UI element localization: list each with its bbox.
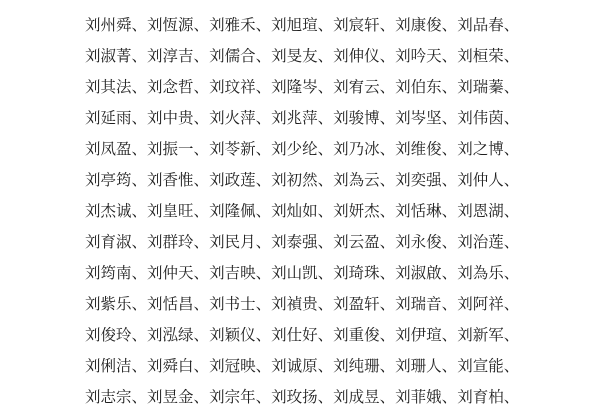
- name-item: [395, 134, 457, 165]
- name-item: [209, 72, 271, 103]
- name-item: [457, 227, 519, 258]
- name-item: [457, 320, 519, 351]
- name-row: [85, 351, 519, 382]
- name-item: [85, 72, 147, 103]
- enumeration-comma: 、: [131, 389, 148, 406]
- name-item: [333, 258, 395, 289]
- enumeration-comma: 、: [379, 358, 396, 375]
- enumeration-comma: 、: [255, 234, 272, 251]
- person-name: 刘恩湖: [457, 203, 504, 220]
- name-item: [457, 10, 519, 41]
- name-item: [333, 196, 395, 227]
- person-name: 刘玫扬: [271, 389, 318, 406]
- name-item: [395, 382, 457, 413]
- name-item: [271, 258, 333, 289]
- name-row: [85, 289, 519, 320]
- person-name: 刘少纶: [271, 141, 318, 158]
- person-name: 刘延雨: [85, 110, 132, 127]
- enumeration-comma: 、: [503, 141, 520, 158]
- enumeration-comma: 、: [255, 203, 272, 220]
- enumeration-comma: 、: [379, 203, 396, 220]
- enumeration-comma: 、: [379, 110, 396, 127]
- person-name: 刘兆萍: [271, 110, 318, 127]
- enumeration-comma: 、: [503, 17, 520, 34]
- person-name: 刘隆佩: [209, 203, 256, 220]
- person-name: 刘舜白: [147, 358, 194, 375]
- name-item: [271, 320, 333, 351]
- enumeration-comma: 、: [131, 234, 148, 251]
- name-item: [147, 72, 209, 103]
- name-item: [271, 134, 333, 165]
- enumeration-comma: 、: [193, 110, 210, 127]
- name-item: [333, 103, 395, 134]
- person-name: 刘州舜: [85, 17, 132, 34]
- enumeration-comma: 、: [441, 234, 458, 251]
- name-row: [85, 227, 519, 258]
- person-name: 刘育柏: [457, 389, 504, 406]
- person-name: 刘仕好: [271, 327, 318, 344]
- enumeration-comma: 、: [193, 203, 210, 220]
- enumeration-comma: 、: [255, 296, 272, 313]
- person-name: 刘骏博: [333, 110, 380, 127]
- name-item: [209, 227, 271, 258]
- name-item: [147, 134, 209, 165]
- enumeration-comma: 、: [503, 358, 520, 375]
- person-name: 刘泓绿: [147, 327, 194, 344]
- enumeration-comma: 、: [379, 296, 396, 313]
- name-row: [85, 165, 519, 196]
- name-item: [85, 382, 147, 413]
- enumeration-comma: 、: [317, 110, 334, 127]
- person-name: 刘珊人: [395, 358, 442, 375]
- name-item: [271, 351, 333, 382]
- enumeration-comma: 、: [317, 141, 334, 158]
- enumeration-comma: 、: [193, 172, 210, 189]
- enumeration-comma: 、: [441, 358, 458, 375]
- enumeration-comma: 、: [255, 79, 272, 96]
- enumeration-comma: 、: [193, 389, 210, 406]
- person-name: 刘桓荣: [457, 48, 504, 65]
- name-item: [395, 72, 457, 103]
- name-item: [395, 103, 457, 134]
- person-name: 刘阿祥: [457, 296, 504, 313]
- enumeration-comma: 、: [379, 172, 396, 189]
- name-item: [147, 320, 209, 351]
- name-item: [147, 103, 209, 134]
- name-item: [271, 10, 333, 41]
- enumeration-comma: 、: [131, 327, 148, 344]
- person-name: 刘淑菁: [85, 48, 132, 65]
- name-item: [147, 196, 209, 227]
- name-item: [457, 72, 519, 103]
- enumeration-comma: 、: [131, 141, 148, 158]
- person-name: 刘為乐: [457, 265, 504, 282]
- person-name: 刘瑞音: [395, 296, 442, 313]
- enumeration-comma: 、: [317, 17, 334, 34]
- enumeration-comma: 、: [441, 389, 458, 406]
- person-name: 刘宣能: [457, 358, 504, 375]
- name-item: [395, 196, 457, 227]
- name-row: [85, 134, 519, 165]
- name-item: [271, 382, 333, 413]
- person-name: 刘灿如: [271, 203, 318, 220]
- name-item: [209, 320, 271, 351]
- person-name: 刘泰强: [271, 234, 318, 251]
- person-name: 刘淳吉: [147, 48, 194, 65]
- enumeration-comma: 、: [193, 327, 210, 344]
- enumeration-comma: 、: [379, 234, 396, 251]
- name-item: [147, 382, 209, 413]
- person-name: 刘皇旺: [147, 203, 194, 220]
- person-name: 刘治莲: [457, 234, 504, 251]
- name-item: [457, 258, 519, 289]
- name-item: [209, 289, 271, 320]
- person-name: 刘仲天: [147, 265, 194, 282]
- enumeration-comma: 、: [441, 265, 458, 282]
- name-item: [209, 258, 271, 289]
- enumeration-comma: 、: [441, 17, 458, 34]
- enumeration-comma: 、: [317, 296, 334, 313]
- name-item: [395, 351, 457, 382]
- name-item: [209, 41, 271, 72]
- person-name: 刘育淑: [85, 234, 132, 251]
- enumeration-comma: 、: [193, 17, 210, 34]
- enumeration-comma: 、: [131, 110, 148, 127]
- enumeration-comma: 、: [255, 265, 272, 282]
- person-name: 刘伊瑄: [395, 327, 442, 344]
- enumeration-comma: 、: [255, 48, 272, 65]
- name-item: [147, 258, 209, 289]
- person-name: 刘乃冰: [333, 141, 380, 158]
- name-item: [333, 134, 395, 165]
- enumeration-comma: 、: [503, 389, 520, 406]
- enumeration-comma: 、: [317, 203, 334, 220]
- name-item: [333, 72, 395, 103]
- person-name: 刘振一: [147, 141, 194, 158]
- name-row: [85, 382, 519, 413]
- person-name: 刘群玲: [147, 234, 194, 251]
- person-name: 刘妍杰: [333, 203, 380, 220]
- enumeration-comma: 、: [379, 389, 396, 406]
- person-name: 刘凤盈: [85, 141, 132, 158]
- name-item: [395, 227, 457, 258]
- enumeration-comma: 、: [131, 358, 148, 375]
- enumeration-comma: 、: [255, 172, 272, 189]
- name-item: [85, 320, 147, 351]
- person-name: 刘中贵: [147, 110, 194, 127]
- enumeration-comma: 、: [503, 203, 520, 220]
- name-item: [85, 165, 147, 196]
- enumeration-comma: 、: [441, 172, 458, 189]
- name-item: [147, 41, 209, 72]
- name-item: [209, 351, 271, 382]
- enumeration-comma: 、: [193, 79, 210, 96]
- person-name: 刘香惟: [147, 172, 194, 189]
- enumeration-comma: 、: [317, 172, 334, 189]
- name-item: [395, 289, 457, 320]
- person-name: 刘雅禾: [209, 17, 256, 34]
- name-item: [333, 10, 395, 41]
- enumeration-comma: 、: [317, 327, 334, 344]
- name-item: [271, 165, 333, 196]
- name-item: [147, 165, 209, 196]
- person-name: 刘旭瑄: [271, 17, 318, 34]
- person-name: 刘恬琳: [395, 203, 442, 220]
- name-item: [333, 165, 395, 196]
- name-item: [395, 41, 457, 72]
- person-name: 刘永俊: [395, 234, 442, 251]
- person-name: 刘书士: [209, 296, 256, 313]
- name-row: [85, 103, 519, 134]
- person-name: 刘念哲: [147, 79, 194, 96]
- person-name: 刘紫乐: [85, 296, 132, 313]
- name-item: [209, 10, 271, 41]
- enumeration-comma: 、: [131, 17, 148, 34]
- name-item: [457, 289, 519, 320]
- name-item: [271, 196, 333, 227]
- name-item: [209, 103, 271, 134]
- enumeration-comma: 、: [503, 110, 520, 127]
- name-item: [395, 165, 457, 196]
- enumeration-comma: 、: [255, 110, 272, 127]
- enumeration-comma: 、: [503, 48, 520, 65]
- person-name: 刘俊玲: [85, 327, 132, 344]
- name-item: [271, 289, 333, 320]
- name-item: [85, 227, 147, 258]
- enumeration-comma: 、: [441, 327, 458, 344]
- enumeration-comma: 、: [131, 48, 148, 65]
- name-item: [333, 351, 395, 382]
- person-name: 刘火萍: [209, 110, 256, 127]
- enumeration-comma: 、: [503, 172, 520, 189]
- person-name: 刘俐洁: [85, 358, 132, 375]
- person-name: 刘冠映: [209, 358, 256, 375]
- person-name: 刘亭筠: [85, 172, 132, 189]
- name-row: [85, 41, 519, 72]
- person-name: 刘盈轩: [333, 296, 380, 313]
- name-item: [85, 351, 147, 382]
- person-name: 刘淑啟: [395, 265, 442, 282]
- person-name: 刘颖仪: [209, 327, 256, 344]
- name-item: [395, 258, 457, 289]
- person-name: 刘山凯: [271, 265, 318, 282]
- person-name: 刘旻友: [271, 48, 318, 65]
- person-name: 刘為云: [333, 172, 380, 189]
- name-item: [85, 10, 147, 41]
- person-name: 刘杰诚: [85, 203, 132, 220]
- enumeration-comma: 、: [441, 79, 458, 96]
- person-name: 刘伸仪: [333, 48, 380, 65]
- name-row: [85, 258, 519, 289]
- name-item: [147, 10, 209, 41]
- enumeration-comma: 、: [379, 17, 396, 34]
- name-item: [147, 289, 209, 320]
- name-item: [333, 227, 395, 258]
- enumeration-comma: 、: [317, 234, 334, 251]
- person-name: 刘云盈: [333, 234, 380, 251]
- person-name: 刘重俊: [333, 327, 380, 344]
- enumeration-comma: 、: [131, 79, 148, 96]
- enumeration-comma: 、: [503, 296, 520, 313]
- name-item: [209, 196, 271, 227]
- enumeration-comma: 、: [255, 141, 272, 158]
- name-item: [85, 196, 147, 227]
- person-name: 刘隆岑: [271, 79, 318, 96]
- person-name: 刘之博: [457, 141, 504, 158]
- enumeration-comma: 、: [193, 141, 210, 158]
- name-item: [457, 382, 519, 413]
- enumeration-comma: 、: [379, 265, 396, 282]
- enumeration-comma: 、: [441, 203, 458, 220]
- person-name: 刘吟天: [395, 48, 442, 65]
- enumeration-comma: 、: [379, 141, 396, 158]
- person-name: 刘禎贵: [271, 296, 318, 313]
- person-name: 刘琦珠: [333, 265, 380, 282]
- name-item: [271, 41, 333, 72]
- name-row: [85, 320, 519, 351]
- person-name: 刘筠南: [85, 265, 132, 282]
- person-name: 刘维俊: [395, 141, 442, 158]
- enumeration-comma: 、: [131, 203, 148, 220]
- name-item: [85, 41, 147, 72]
- person-name: 刘宸轩: [333, 17, 380, 34]
- person-name: 刘恆源: [147, 17, 194, 34]
- name-item: [395, 320, 457, 351]
- enumeration-comma: 、: [193, 358, 210, 375]
- person-name: 刘昱金: [147, 389, 194, 406]
- person-name: 刘伯东: [395, 79, 442, 96]
- enumeration-comma: 、: [255, 327, 272, 344]
- name-item: [333, 320, 395, 351]
- name-row: [85, 196, 519, 227]
- name-item: [85, 103, 147, 134]
- person-name: 刘吉映: [209, 265, 256, 282]
- enumeration-comma: 、: [503, 265, 520, 282]
- person-name: 刘新军: [457, 327, 504, 344]
- enumeration-comma: 、: [317, 358, 334, 375]
- name-item: [395, 10, 457, 41]
- person-name: 刘苓新: [209, 141, 256, 158]
- name-item: [333, 289, 395, 320]
- name-item: [147, 351, 209, 382]
- enumeration-comma: 、: [193, 296, 210, 313]
- name-row: [85, 72, 519, 103]
- name-list: [85, 10, 519, 413]
- person-name: 刘纯珊: [333, 358, 380, 375]
- enumeration-comma: 、: [193, 265, 210, 282]
- name-item: [85, 258, 147, 289]
- person-name: 刘初然: [271, 172, 318, 189]
- person-name: 刘岑坚: [395, 110, 442, 127]
- enumeration-comma: 、: [131, 296, 148, 313]
- person-name: 刘儒合: [209, 48, 256, 65]
- name-item: [271, 227, 333, 258]
- name-item: [457, 196, 519, 227]
- name-item: [85, 134, 147, 165]
- name-item: [457, 41, 519, 72]
- person-name: 刘民月: [209, 234, 256, 251]
- enumeration-comma: 、: [379, 48, 396, 65]
- person-name: 刘志宗: [85, 389, 132, 406]
- enumeration-comma: 、: [193, 234, 210, 251]
- person-name: 刘瑞蓁: [457, 79, 504, 96]
- person-name: 刘品春: [457, 17, 504, 34]
- enumeration-comma: 、: [317, 265, 334, 282]
- name-item: [209, 382, 271, 413]
- name-item: [209, 165, 271, 196]
- enumeration-comma: 、: [379, 327, 396, 344]
- enumeration-comma: 、: [441, 48, 458, 65]
- person-name: 刘诚原: [271, 358, 318, 375]
- enumeration-comma: 、: [503, 234, 520, 251]
- enumeration-comma: 、: [441, 141, 458, 158]
- enumeration-comma: 、: [193, 48, 210, 65]
- enumeration-comma: 、: [255, 17, 272, 34]
- enumeration-comma: 、: [131, 265, 148, 282]
- enumeration-comma: 、: [503, 79, 520, 96]
- enumeration-comma: 、: [441, 110, 458, 127]
- name-item: [333, 41, 395, 72]
- person-name: 刘康俊: [395, 17, 442, 34]
- enumeration-comma: 、: [255, 358, 272, 375]
- person-name: 刘其法: [85, 79, 132, 96]
- person-name: 刘成昱: [333, 389, 380, 406]
- name-item: [457, 351, 519, 382]
- person-name: 刘菲娥: [395, 389, 442, 406]
- name-item: [271, 103, 333, 134]
- enumeration-comma: 、: [379, 79, 396, 96]
- enumeration-comma: 、: [255, 389, 272, 406]
- enumeration-comma: 、: [317, 79, 334, 96]
- person-name: 刘宗年: [209, 389, 256, 406]
- enumeration-comma: 、: [317, 48, 334, 65]
- person-name: 刘恬昌: [147, 296, 194, 313]
- enumeration-comma: 、: [317, 389, 334, 406]
- person-name: 刘宥云: [333, 79, 380, 96]
- name-item: [333, 382, 395, 413]
- person-name: 刘政莲: [209, 172, 256, 189]
- name-item: [147, 227, 209, 258]
- enumeration-comma: 、: [441, 296, 458, 313]
- enumeration-comma: 、: [503, 327, 520, 344]
- name-item: [209, 134, 271, 165]
- name-item: [271, 72, 333, 103]
- name-row: [85, 10, 519, 41]
- name-item: [457, 134, 519, 165]
- name-item: [457, 165, 519, 196]
- person-name: 刘玟祥: [209, 79, 256, 96]
- person-name: 刘仲人: [457, 172, 504, 189]
- enumeration-comma: 、: [131, 172, 148, 189]
- person-name: 刘伟茵: [457, 110, 504, 127]
- person-name: 刘奕强: [395, 172, 442, 189]
- name-item: [457, 103, 519, 134]
- name-item: [85, 289, 147, 320]
